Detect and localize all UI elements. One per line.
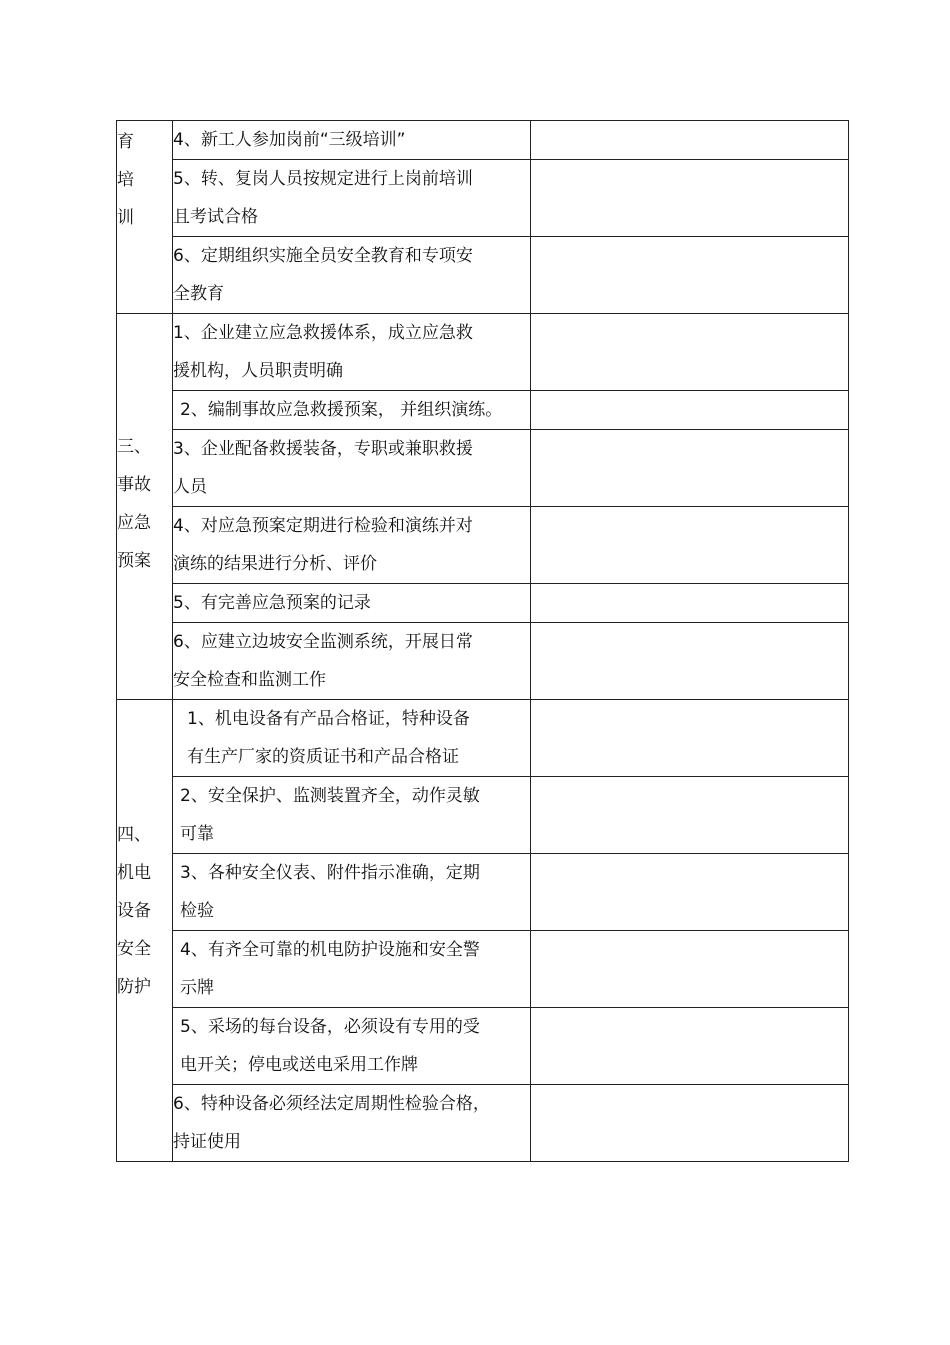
item-text: 1、企业建立应急救援体系，成立应急救 援机构，人员职责明确 (173, 323, 473, 381)
table-row (117, 314, 849, 391)
category-label: 四、 机电 设备 安全 防护 (117, 825, 151, 997)
item-cell (173, 700, 531, 777)
result-cell[interactable] (531, 507, 849, 584)
result-cell[interactable] (531, 931, 849, 1008)
item-cell (173, 777, 531, 854)
result-cell[interactable] (531, 160, 849, 237)
table-row (117, 854, 849, 931)
item-text: 4、对应急预案定期进行检验和演练并对 演练的结果进行分析、评价 (173, 516, 473, 574)
item-text: 6、应建立边坡安全监测系统，开展日常 安全检查和监测工作 (173, 632, 473, 690)
result-cell[interactable] (531, 314, 849, 391)
category-cell (117, 121, 173, 314)
item-cell (173, 623, 531, 700)
category-label: 育 培 训 (117, 132, 134, 228)
safety-checklist-table (116, 120, 849, 1162)
item-cell (173, 507, 531, 584)
result-cell[interactable] (531, 777, 849, 854)
item-cell (173, 931, 531, 1008)
item-cell (173, 854, 531, 931)
item-text: 6、特种设备必须经法定周期性检验合格， 持证使用 (173, 1094, 490, 1152)
item-cell (173, 1085, 531, 1162)
table-row (117, 777, 849, 854)
item-text: 2、编制事故应急救援预案， 并组织演练。 (180, 400, 503, 420)
item-cell (173, 430, 531, 507)
table-row (117, 160, 849, 237)
result-cell[interactable] (531, 854, 849, 931)
item-text: 5、转、复岗人员按规定进行上岗前培训 且考试合格 (173, 169, 473, 227)
table-row (117, 391, 849, 430)
item-text: 4、有齐全可靠的机电防护设施和安全警 示牌 (180, 940, 480, 998)
item-text: 1、机电设备有产品合格证，特种设备 有生产厂家的资质证书和产品合格证 (187, 709, 470, 767)
item-cell (173, 160, 531, 237)
result-cell[interactable] (531, 430, 849, 507)
item-text: 5、有完善应急预案的记录 (173, 593, 371, 613)
item-cell (173, 584, 531, 623)
result-cell[interactable] (531, 1008, 849, 1085)
item-text: 3、企业配备救援装备，专职或兼职救援 人员 (173, 439, 473, 497)
table-row (117, 931, 849, 1008)
result-cell[interactable] (531, 623, 849, 700)
category-label: 三、 事故 应急 预案 (117, 437, 151, 571)
category-cell (117, 314, 173, 700)
table-row (117, 237, 849, 314)
result-cell[interactable] (531, 584, 849, 623)
table-row (117, 507, 849, 584)
item-cell (173, 121, 531, 160)
table-row (117, 623, 849, 700)
item-text: 4、新工人参加岗前“三级培训” (173, 130, 406, 150)
result-cell[interactable] (531, 700, 849, 777)
item-cell (173, 314, 531, 391)
item-cell (173, 1008, 531, 1085)
item-text: 6、定期组织实施全员安全教育和专项安 全教育 (173, 246, 473, 304)
item-text: 2、安全保护、监测装置齐全，动作灵敏 可靠 (180, 786, 480, 844)
table-row (117, 584, 849, 623)
result-cell[interactable] (531, 1085, 849, 1162)
table-row (117, 1085, 849, 1162)
item-text: 3、各种安全仪表、附件指示准确，定期 检验 (180, 863, 480, 921)
table-row (117, 430, 849, 507)
table-row (117, 1008, 849, 1085)
category-cell (117, 700, 173, 1162)
result-cell[interactable] (531, 237, 849, 314)
item-text: 5、采场的每台设备，必须设有专用的受 电开关；停电或送电采用工作牌 (180, 1017, 480, 1075)
result-cell[interactable] (531, 121, 849, 160)
result-cell[interactable] (531, 391, 849, 430)
item-cell (173, 391, 531, 430)
table-row (117, 121, 849, 160)
item-cell (173, 237, 531, 314)
table-row (117, 700, 849, 777)
